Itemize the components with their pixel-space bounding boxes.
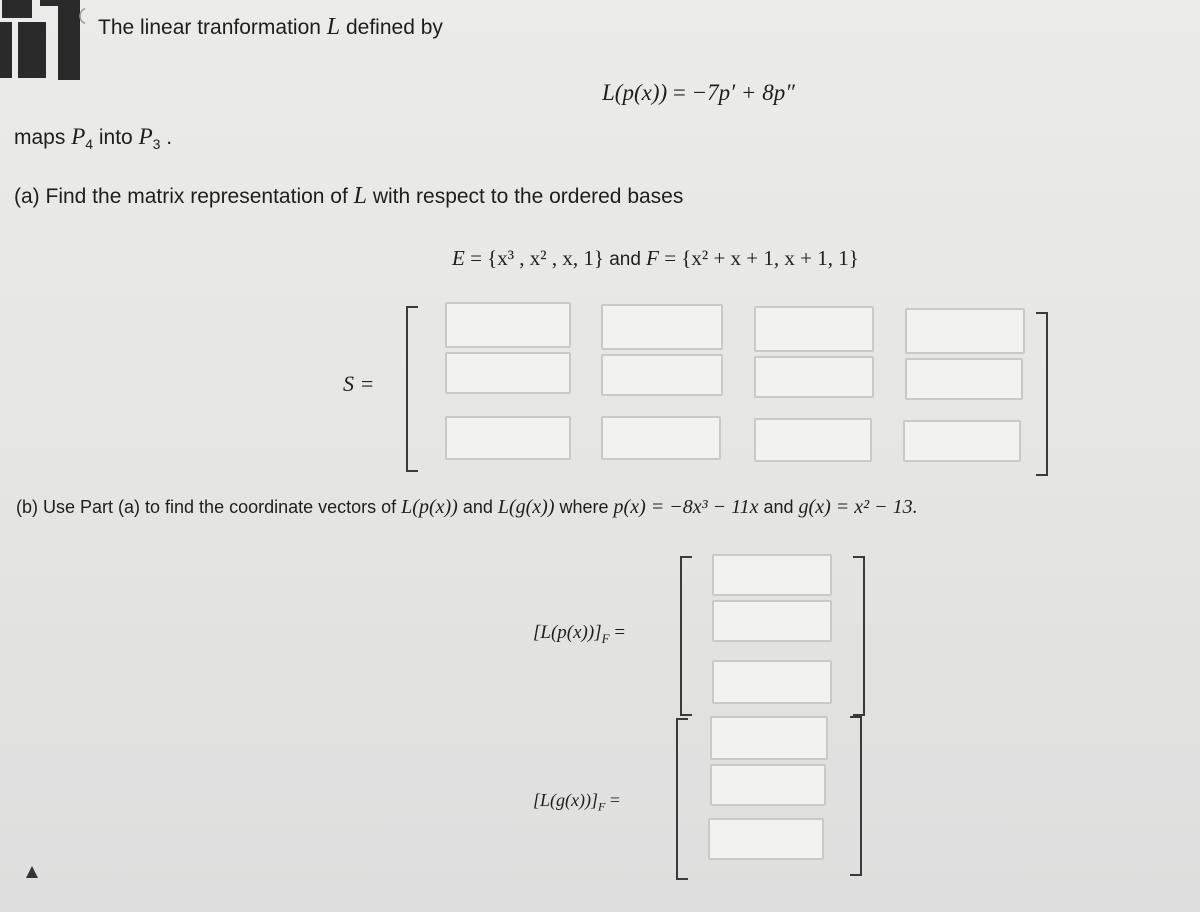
mapping-text-end: . [160, 126, 173, 149]
vector-Lg-name: [L(g(x))] [533, 790, 598, 810]
cursor-arrow-icon [26, 866, 38, 878]
symbol-L: L [326, 14, 341, 40]
formula-equals: = [667, 80, 692, 105]
codomain-space: P [138, 124, 153, 149]
vector-Lg-cell-3[interactable] [708, 818, 824, 860]
intro-text-start: The linear tranformation [98, 16, 327, 39]
vector-Lp-cell-1[interactable] [712, 554, 832, 596]
matrix-S-cell-r1-c2[interactable] [601, 304, 723, 350]
cropped-fragment-icon [0, 0, 85, 80]
matrix-S-cell-r1-c1[interactable] [445, 302, 571, 348]
matrix-S-cell-r2-c4[interactable] [905, 358, 1023, 400]
part-b-where: where [554, 497, 614, 517]
mapping-text [14, 124, 172, 152]
domain-subscript: 4 [85, 136, 94, 153]
part-b-Lg: L(g(x)) [497, 496, 555, 518]
basis-E-set: = {x³ , x² , x, 1} [464, 246, 610, 270]
vector-Lg-cell-1[interactable] [710, 716, 828, 760]
formula-lhs: L(p(x)) [602, 80, 668, 105]
transformation-formula [602, 80, 795, 106]
intro-text [98, 14, 443, 41]
part-b-g-definition: g(x) = x² − 13. [798, 496, 918, 518]
part-b-text-start: (b) Use Part (a) to find the coordinate vectors of [16, 497, 402, 517]
vector-Lp-left-bracket [680, 556, 692, 716]
matrix-S-cell-r3-c3[interactable] [754, 418, 872, 462]
vector-Lp-name: [L(p(x))] [533, 622, 602, 643]
matrix-S-cell-r1-c4[interactable] [905, 308, 1025, 354]
matrix-S-cell-r3-c2[interactable] [601, 416, 721, 460]
vector-Lp-right-bracket [853, 556, 865, 716]
part-a-prompt [14, 183, 683, 210]
vector-Lp-cell-2[interactable] [712, 600, 832, 642]
basis-F-set: = {x² + x + 1, x + 1, 1} [658, 246, 859, 270]
matrix-S-label: S = [343, 371, 375, 396]
matrix-S-cell-r2-c2[interactable] [601, 354, 723, 396]
part-b-and-2: and [758, 497, 799, 517]
vector-Lp-equals: = [609, 622, 626, 643]
vector-Lg-left-bracket [676, 718, 688, 880]
vector-Lp-label [533, 622, 625, 647]
matrix-S-cell-r3-c4[interactable] [903, 420, 1021, 462]
part-b-prompt [16, 496, 918, 519]
vector-Lg-label [533, 790, 620, 815]
matrix-S-cell-r2-c1[interactable] [445, 352, 571, 394]
matrix-S-left-bracket [406, 306, 418, 472]
vector-Lg-equals: = [605, 790, 620, 810]
domain-space: P [71, 124, 86, 149]
part-a-text-end: with respect to the ordered bases [367, 185, 684, 208]
basis-F-label: F [640, 246, 659, 270]
formula-rhs: −7p′ + 8p″ [691, 80, 795, 105]
basis-E-label: E [452, 246, 465, 270]
mapping-text-mid: into [93, 126, 139, 149]
vector-Lg-subscript: F [598, 799, 606, 814]
ordered-bases [452, 246, 859, 271]
matrix-S-cell-r2-c3[interactable] [754, 356, 874, 398]
part-b-Lp: L(p(x)) [401, 496, 458, 518]
vector-Lg-cell-2[interactable] [710, 764, 826, 806]
vector-Lp-cell-3[interactable] [712, 660, 832, 704]
part-a-symbol-L: L [353, 183, 368, 209]
part-a-text-start: (a) Find the matrix representation of [14, 185, 354, 208]
bases-conjunction: and [609, 249, 641, 270]
mapping-text-start: maps [14, 126, 72, 149]
intro-text-end: defined by [340, 16, 443, 39]
codomain-subscript: 3 [152, 136, 161, 153]
matrix-S-cell-r1-c3[interactable] [754, 306, 874, 352]
vector-Lp-subscript: F [601, 630, 610, 646]
vector-Lg-right-bracket [850, 716, 862, 876]
matrix-S-cell-r3-c1[interactable] [445, 416, 571, 460]
part-b-p-definition: p(x) = −8x³ − 11x [613, 496, 759, 518]
part-b-and-1: and [457, 497, 498, 517]
matrix-S-right-bracket [1036, 312, 1048, 476]
